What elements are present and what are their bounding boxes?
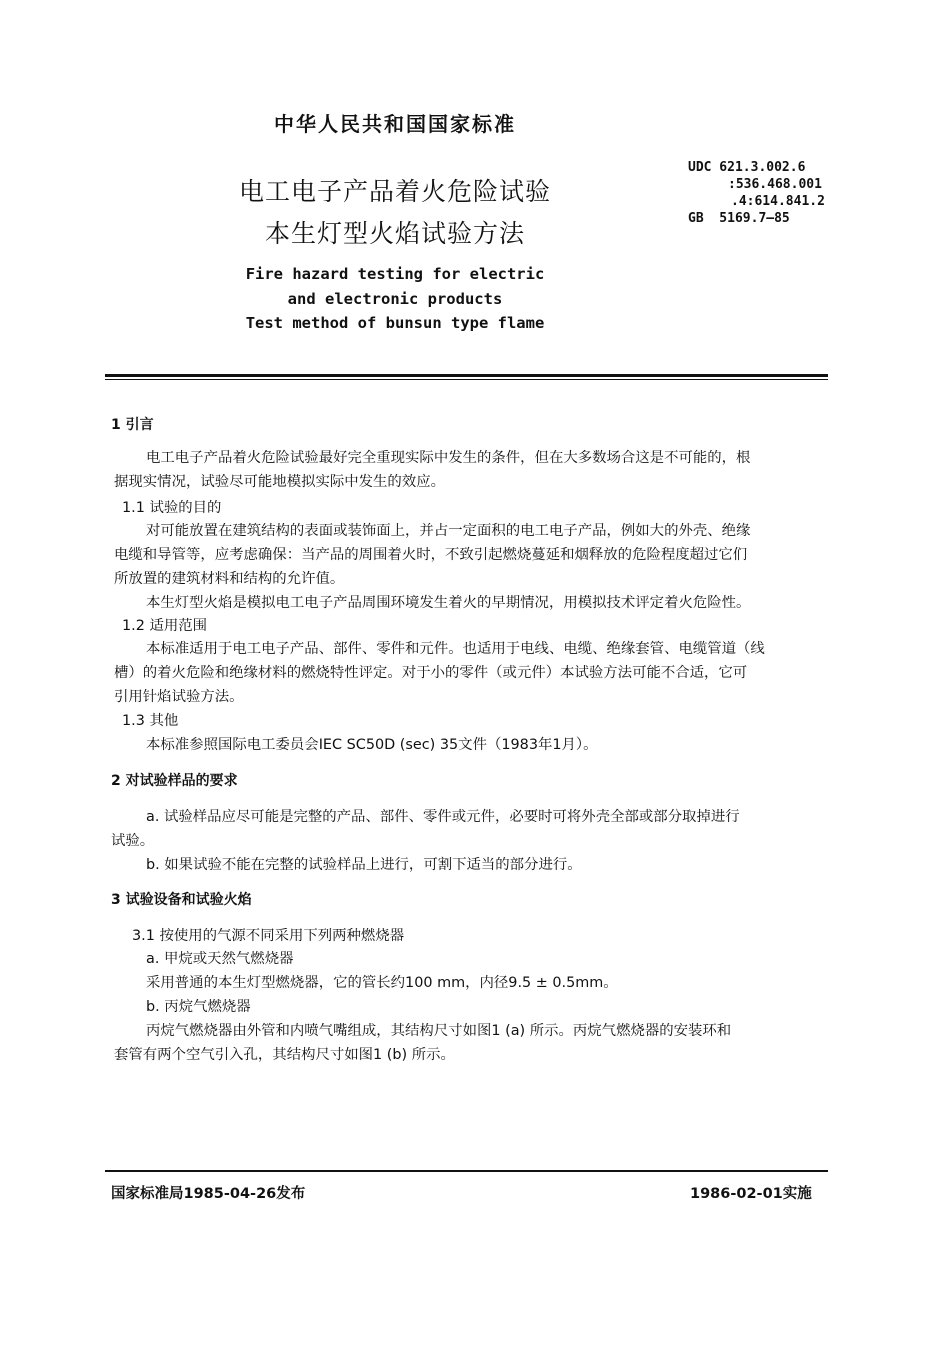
section-2-heading: 2 对试验样品的要求: [111, 773, 238, 789]
section-1-2-heading: 1.2 适用范围: [122, 618, 208, 634]
s1-p1-line2: 据现实情况，试验尽可能地模拟实际中发生的效应。: [114, 474, 445, 490]
s13-p1-line1: 本标准参照国际电工委员会IEC SC50D (sec) 35文件（1983年1月）。: [146, 737, 598, 753]
title-en-line3: Test method of bunsun type flame: [245, 314, 545, 332]
national-standard-heading: 中华人民共和国国家标准: [274, 112, 516, 136]
s31-a-label: a. 甲烷或天然气燃烧器: [146, 951, 294, 967]
section-1-3-heading: 1.3 其他: [122, 713, 179, 729]
udc-line1: UDC 621.3.002.6: [688, 160, 806, 175]
udc-line2: :536.468.001: [728, 177, 822, 192]
s1-p1-line1: 电工电子产品着火危险试验最好完全重现实际中发生的条件，但在大多数场合这是不可能的，根: [146, 450, 751, 466]
header-divider-thin: [105, 379, 828, 380]
title-cn-line2: 本生灯型火焰试验方法: [264, 219, 525, 248]
section-3-heading: 3 试验设备和试验火焰: [111, 892, 252, 908]
s2-a-line2: 试验。: [111, 833, 155, 849]
header-divider-thick: [105, 374, 828, 377]
s31-a-text: 采用普通的本生灯型燃烧器，它的管长约100 mm，内径9.5 ± 0.5mm。: [146, 975, 618, 991]
udc-line3: .4:614.841.2: [731, 194, 825, 209]
s11-p1-line3: 所放置的建筑材料和结构的允许值。: [114, 571, 345, 587]
s2-a-line1: a. 试验样品应尽可能是完整的产品、部件、零件或元件，必要时可将外壳全部或部分取掉进行: [146, 809, 740, 825]
s31-b-line1: 丙烷气燃烧器由外管和内喷气嘴组成，其结构尺寸如图1 (a) 所示。丙烷气燃烧器的安装环和: [146, 1023, 732, 1039]
footer-divider: [105, 1170, 828, 1172]
title-cn-line1: 电工电子产品着火危险试验: [238, 177, 551, 206]
footer-effective-date: 1986-02-01实施: [690, 1186, 812, 1202]
s12-p1-line3: 引用针焰试验方法。: [114, 689, 244, 705]
s11-p1-line1: 对可能放置在建筑结构的表面或装饰面上，并占一定面积的电工电子产品，例如大的外壳、绝缘: [146, 523, 751, 539]
section-1-heading: 1 引言: [111, 417, 154, 433]
s11-p1-line2: 电缆和导管等，应考虑确保：当产品的周围着火时，不致引起燃烧蔓延和烟释放的危险程度超过它们: [114, 547, 748, 563]
s2-b-line1: b. 如果试验不能在完整的试验样品上进行，可割下适当的部分进行。: [146, 857, 582, 873]
section-1-1-heading: 1.1 试验的目的: [122, 500, 222, 516]
s11-p2-line1: 本生灯型火焰是模拟电工电子产品周围环境发生着火的早期情况，用模拟技术评定着火危险性。: [146, 595, 751, 611]
gb-number: GB 5169.7—85: [688, 211, 790, 226]
s31-b-line2: 套管有两个空气引入孔，其结构尺寸如图1 (b) 所示。: [114, 1047, 455, 1063]
title-en-line2: and electronic products: [287, 290, 503, 308]
s12-p1-line2: 槽）的着火危险和绝缘材料的燃烧特性评定。对于小的零件（或元件）本试验方法可能不合适，它可: [114, 665, 748, 681]
footer-issued-date: 国家标准局1985-04-26发布: [111, 1186, 306, 1202]
title-en-line1: Fire hazard testing for electric: [245, 265, 545, 283]
s31-b-label: b. 丙烷气燃烧器: [146, 999, 251, 1015]
section-3-1-heading: 3.1 按使用的气源不同采用下列两种燃烧器: [132, 928, 405, 944]
s12-p1-line1: 本标准适用于电工电子产品、部件、零件和元件。也适用于电线、电缆、绝缘套管、电缆管道（线: [146, 641, 765, 657]
